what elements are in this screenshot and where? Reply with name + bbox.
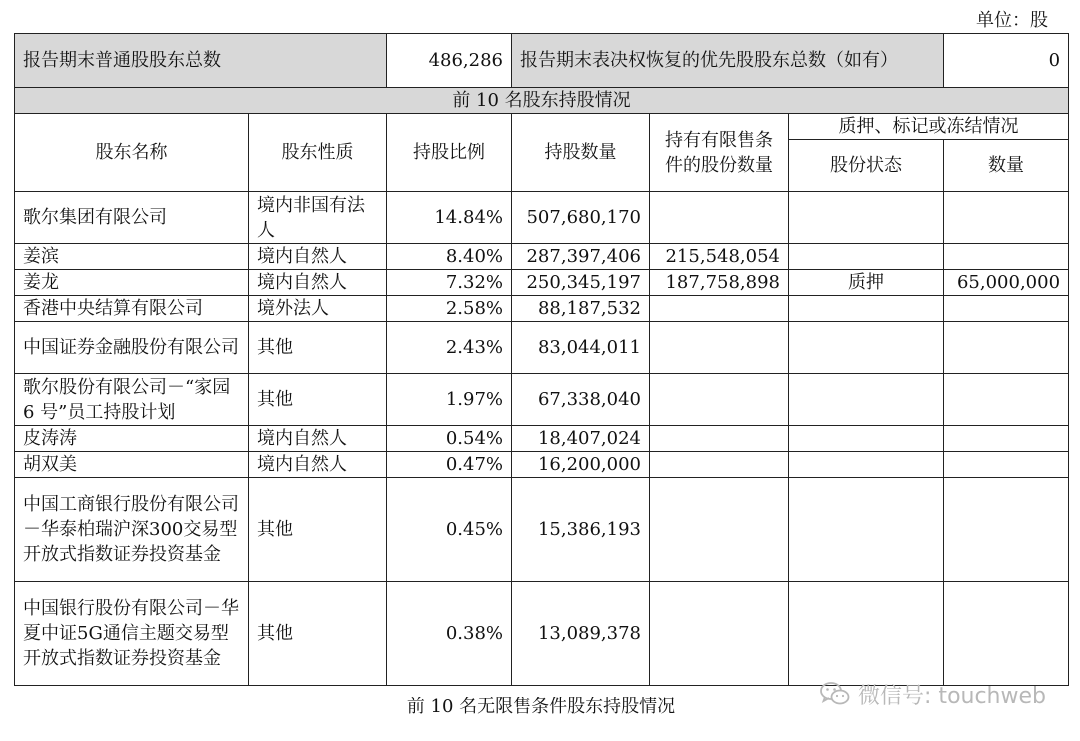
table-row	[15, 322, 1069, 374]
pledge-status	[789, 478, 944, 582]
holding-quantity: 13,089,378	[512, 582, 650, 686]
restricted-quantity	[650, 374, 789, 426]
wechat-icon	[820, 681, 850, 707]
pledge-quantity	[944, 192, 1069, 244]
shareholder-name: 姜龙	[15, 270, 249, 296]
holding-ratio: 8.40%	[387, 244, 512, 270]
common-holders-value: 486,286	[387, 34, 512, 88]
pledge-quantity	[944, 478, 1069, 582]
pledge-quantity	[944, 374, 1069, 426]
holding-ratio: 2.43%	[387, 322, 512, 374]
restricted-quantity	[650, 582, 789, 686]
shareholder-name: 歌尔股份有限公司－“家园 6 号”员工持股计划	[15, 374, 249, 426]
restricted-quantity	[650, 426, 789, 452]
restricted-quantity: 215,548,054	[650, 244, 789, 270]
watermark	[820, 677, 1046, 711]
shareholder-name: 歌尔集团有限公司	[15, 192, 249, 244]
holding-ratio: 2.58%	[387, 296, 512, 322]
holding-quantity: 67,338,040	[512, 374, 650, 426]
shareholder-nature: 境外法人	[249, 296, 387, 322]
table-row	[15, 374, 1069, 426]
header-nature: 股东性质	[249, 114, 387, 192]
holding-quantity: 83,044,011	[512, 322, 650, 374]
holding-ratio: 0.54%	[387, 426, 512, 452]
pledge-status	[789, 426, 944, 452]
shareholder-nature: 境内自然人	[249, 426, 387, 452]
pledge-status	[789, 244, 944, 270]
preferred-holders-label: 报告期末表决权恢复的优先股股东总数（如有）	[512, 34, 944, 88]
header-pledge-group: 质押、标记或冻结情况	[789, 114, 1069, 140]
pledge-quantity	[944, 322, 1069, 374]
pledge-quantity	[944, 426, 1069, 452]
header-ratio: 持股比例	[387, 114, 512, 192]
holding-quantity: 18,407,024	[512, 426, 650, 452]
pledge-quantity	[944, 296, 1069, 322]
pledge-status	[789, 452, 944, 478]
restricted-quantity	[650, 192, 789, 244]
holding-quantity: 88,187,532	[512, 296, 650, 322]
holding-ratio: 0.38%	[387, 582, 512, 686]
table-row	[15, 452, 1069, 478]
preferred-holders-value: 0	[944, 34, 1069, 88]
holding-quantity: 287,397,406	[512, 244, 650, 270]
header-pledge-qty: 数量	[944, 140, 1069, 192]
pledge-status	[789, 296, 944, 322]
section-title-row	[15, 88, 1069, 114]
header-quantity: 持股数量	[512, 114, 650, 192]
restricted-quantity: 187,758,898	[650, 270, 789, 296]
shareholder-name: 姜滨	[15, 244, 249, 270]
shareholder-table	[14, 33, 1069, 686]
shareholder-nature: 境内自然人	[249, 452, 387, 478]
pledge-quantity	[944, 452, 1069, 478]
shareholder-name: 胡双美	[15, 452, 249, 478]
holding-ratio: 0.45%	[387, 478, 512, 582]
holding-ratio: 0.47%	[387, 452, 512, 478]
pledge-quantity: 65,000,000	[944, 270, 1069, 296]
table-row	[15, 270, 1069, 296]
table-row	[15, 582, 1069, 686]
shareholder-name: 中国证券金融股份有限公司	[15, 322, 249, 374]
pledge-status	[789, 322, 944, 374]
shareholder-name: 香港中央结算有限公司	[15, 296, 249, 322]
holding-quantity: 250,345,197	[512, 270, 650, 296]
holding-quantity: 15,386,193	[512, 478, 650, 582]
shareholder-nature: 其他	[249, 322, 387, 374]
pledge-quantity	[944, 244, 1069, 270]
holding-ratio: 14.84%	[387, 192, 512, 244]
header-name: 股东名称	[15, 114, 249, 192]
pledge-status: 质押	[789, 270, 944, 296]
holding-quantity: 507,680,170	[512, 192, 650, 244]
holding-ratio: 1.97%	[387, 374, 512, 426]
unit-label: 单位：股	[976, 10, 1048, 31]
restricted-quantity	[650, 296, 789, 322]
table-row	[15, 478, 1069, 582]
restricted-quantity	[650, 478, 789, 582]
restricted-quantity	[650, 322, 789, 374]
header-restricted: 持有有限售条件的股份数量	[650, 114, 789, 192]
section-title: 前 10 名股东持股情况	[15, 88, 1069, 114]
watermark-text: 微信号: touchweb	[858, 683, 1046, 709]
shareholder-nature: 其他	[249, 374, 387, 426]
restricted-quantity	[650, 452, 789, 478]
holding-quantity: 16,200,000	[512, 452, 650, 478]
shareholder-nature: 其他	[249, 582, 387, 686]
shareholder-nature: 境内自然人	[249, 270, 387, 296]
table-row	[15, 296, 1069, 322]
pledge-status	[789, 192, 944, 244]
header-pledge-status: 股份状态	[789, 140, 944, 192]
shareholder-nature: 境内自然人	[249, 244, 387, 270]
cut-off-title: 前 10 名无限售条件股东持股情况	[406, 697, 676, 717]
table-row	[15, 244, 1069, 270]
common-holders-label: 报告期末普通股股东总数	[15, 34, 387, 88]
shareholder-name: 皮涛涛	[15, 426, 249, 452]
shareholder-name: 中国银行股份有限公司－华夏中证5G通信主题交易型开放式指数证券投资基金	[15, 582, 249, 686]
pledge-quantity	[944, 582, 1069, 686]
pledge-status	[789, 374, 944, 426]
summary-row	[15, 34, 1069, 88]
table-row	[15, 192, 1069, 244]
shareholder-nature: 境内非国有法人	[249, 192, 387, 244]
header-row-1	[15, 114, 1069, 140]
shareholder-name: 中国工商银行股份有限公司－华泰柏瑞沪深300交易型开放式指数证券投资基金	[15, 478, 249, 582]
holding-ratio: 7.32%	[387, 270, 512, 296]
pledge-status	[789, 582, 944, 686]
shareholder-nature: 其他	[249, 478, 387, 582]
table-row	[15, 426, 1069, 452]
